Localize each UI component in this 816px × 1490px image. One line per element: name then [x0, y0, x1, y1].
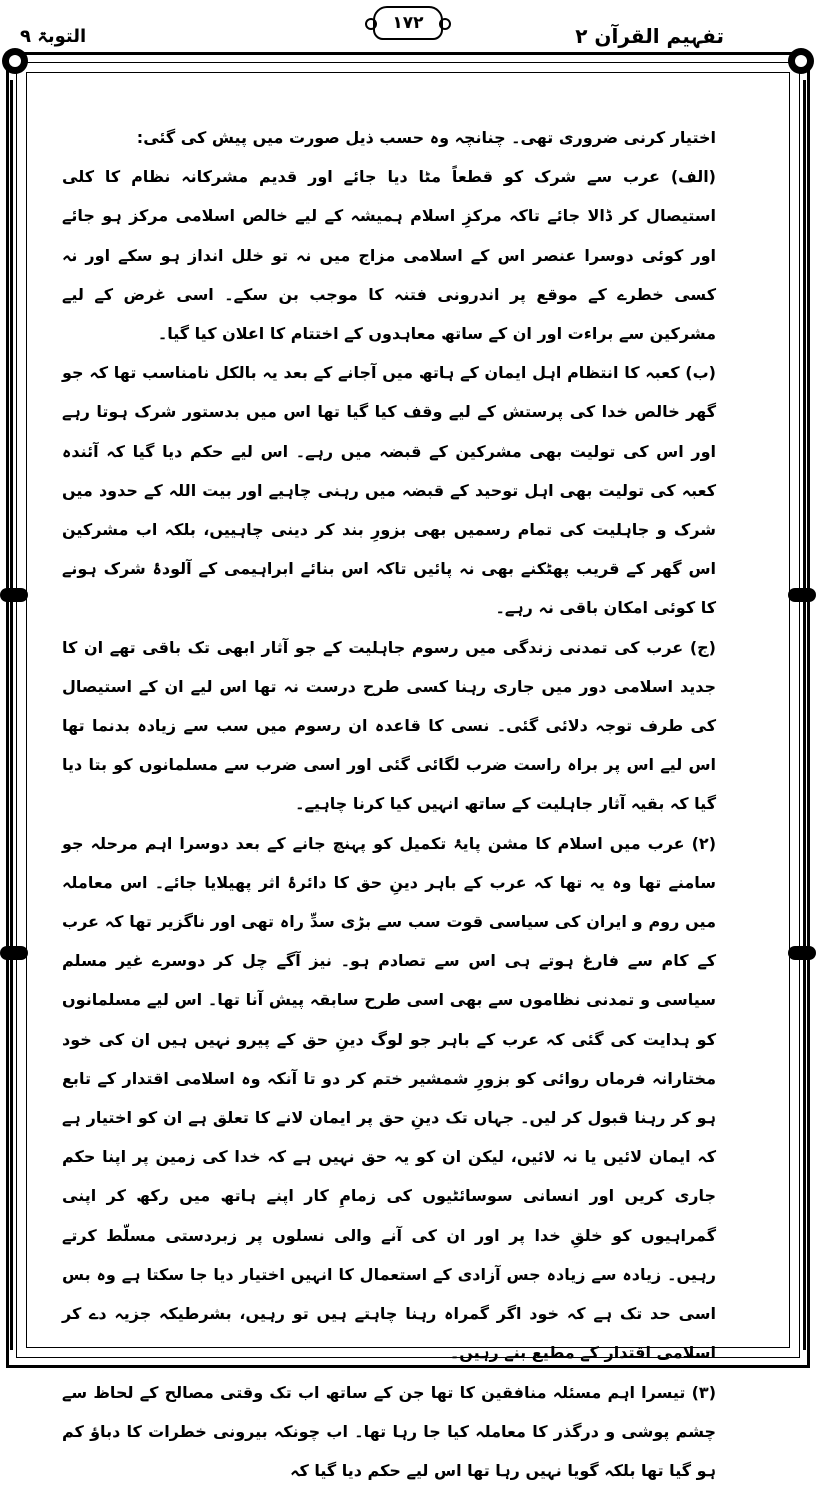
paragraph-intro: اختیار کرنی ضروری تھی۔ چنانچہ وہ حسب ذیل صورت میں پیش کی گئی:: [62, 118, 716, 157]
paragraph-be: (ب) کعبہ کا انتظام اہل ایمان کے ہاتھ میں آجانے کے بعد یہ بالکل نامناسب تھا کہ جو گھر خالص خدا کی پرستش کے لیے وقف کیا گیا تھا اس میں بدستور شرک ہوتا رہے اور اس کی تولیت بھی مشرکین کے قبضہ میں رہے۔ اس لیے حکم دیا گیا کہ آئندہ کعبہ کی تولیت بھی اہل توحید کے قبضہ میں رہنی چاہیے اور بیت اللہ کے حدود میں شرک و جاہلیت کی تمام رسمیں بھی بزورِ بند کر دینی چاہییں، بلکہ اب مشرکین اس گھر کے قریب پھٹکنے بھی نہ پائیں تاکہ اس بنائے ابراہیمی کے آلودۂ شرک ہونے کا کوئی امکان باقی نہ رہے۔: [62, 353, 716, 627]
paragraph-3: (۳) تیسرا اہم مسئلہ منافقین کا تھا جن کے ساتھ اب تک وقتی مصالح کے لحاظ سے چشم پوشی و درگذر کا معاملہ کیا جا رہا تھا۔ اب چونکہ بیرونی خطرات کا دباؤ کم ہو گیا تھا بلکہ گویا نہیں رہا تھا اس لیے حکم دیا گیا کہ: [62, 1373, 716, 1490]
page-number-badge: [373, 6, 443, 40]
side-ornament-right-2: [788, 946, 816, 960]
paragraph-alif: (الف) عرب سے شرک کو قطعاً مٹا دیا جائے اور قدیم مشرکانہ نظام کا کلی استیصال کر ڈالا جائے تاکہ مرکزِ اسلام ہمیشہ کے لیے خالص اسلامی مرکز ہو جائے اور کوئی دوسرا عنصر اس کے اسلامی مزاج میں نہ تو خلل انداز ہو سکے اور نہ کسی خطرے کے موقع پر اندرونی فتنہ کا موجب بن سکے۔ اسی غرض کے لیے مشرکین سے براءت اور ان کے ساتھ معاہدوں کے اختتام کا اعلان کیا گیا۔: [62, 157, 716, 353]
side-ornament-left-2: [0, 946, 28, 960]
page-header: [0, 0, 816, 60]
surah-section-label: التوبۃ ۹: [20, 26, 86, 47]
side-ornament-right-1: [788, 588, 816, 602]
page-body: [62, 118, 716, 1490]
page-number: ۱۷۲: [392, 13, 423, 33]
right-border-rule: [803, 80, 806, 1350]
book-title: تفہیم القرآن ۲: [575, 24, 724, 48]
side-ornament-left-1: [0, 588, 28, 602]
corner-ornament-top-right: [788, 48, 814, 74]
left-border-rule: [10, 80, 13, 1350]
paragraph-jeem: (ج) عرب کی تمدنی زندگی میں رسوم جاہلیت کے جو آثار ابھی تک باقی تھے ان کا جدید اسلامی دور میں جاری رہنا کسی طرح درست نہ تھا اس لیے ان کے استیصال کی طرف توجہ دلائی گئی۔ نسی کا قاعدہ ان رسوم میں سب سے زیادہ بدنما تھا اس لیے اس پر براہ راست ضرب لگائی گئی اور اسی ضرب سے مسلمانوں کو بتا دیا گیا کہ بقیہ آثار جاہلیت کے ساتھ انہیں کیا کرنا چاہیے۔: [62, 628, 716, 824]
corner-ornament-top-left: [2, 48, 28, 74]
paragraph-2: (۲) عرب میں اسلام کا مشن پایۂ تکمیل کو پہنچ جانے کے بعد دوسرا اہم مرحلہ جو سامنے تھا وہ یہ تھا کہ عرب کے باہر دینِ حق کا دائرۂ اثر پھیلایا جائے۔ اس معاملہ میں روم و ایران کی سیاسی قوت سب سے بڑی سدِّ راہ تھی اور ناگزیر تھا کہ عرب کے کام سے فارغ ہوتے ہی اس سے تصادم ہو۔ نیز آگے چل کر دوسرے غیر مسلم سیاسی و تمدنی نظاموں سے بھی اسی طرح سابقہ پیش آنا تھا۔ اس لیے مسلمانوں کو ہدایت کی گئی کہ عرب کے باہر جو لوگ دینِ حق کے پیرو نہیں ہیں ان کی خود مختارانہ فرماں روائی کو بزورِ شمشیر ختم کر دو تا آنکہ وہ اسلامی اقتدار کے تابع ہو کر رہنا قبول کر لیں۔ جہاں تک دینِ حق پر ایمان لانے کا تعلق ہے ان کو اختیار ہے کہ ایمان لائیں یا نہ لائیں، لیکن ان کو یہ حق نہیں ہے کہ خدا کی زمین پر اپنا حکم جاری کریں اور انسانی سوسائٹیوں کی زمامِ کار اپنے ہاتھ میں رکھ کر اپنی گمراہیوں کو خلقِ خدا پر اور ان کی آنے والی نسلوں پر زبردستی مسلّط کرتے رہیں۔ زیادہ سے زیادہ جس آزادی کے استعمال کا انہیں اختیار دیا جا سکتا ہے وہ بس اسی حد تک ہے کہ خود اگر گمراہ رہنا چاہتے ہیں تو رہیں، بشرطیکہ جزیہ دے کر اسلامی اقتدار کے مطیع بنے رہیں۔: [62, 824, 716, 1373]
